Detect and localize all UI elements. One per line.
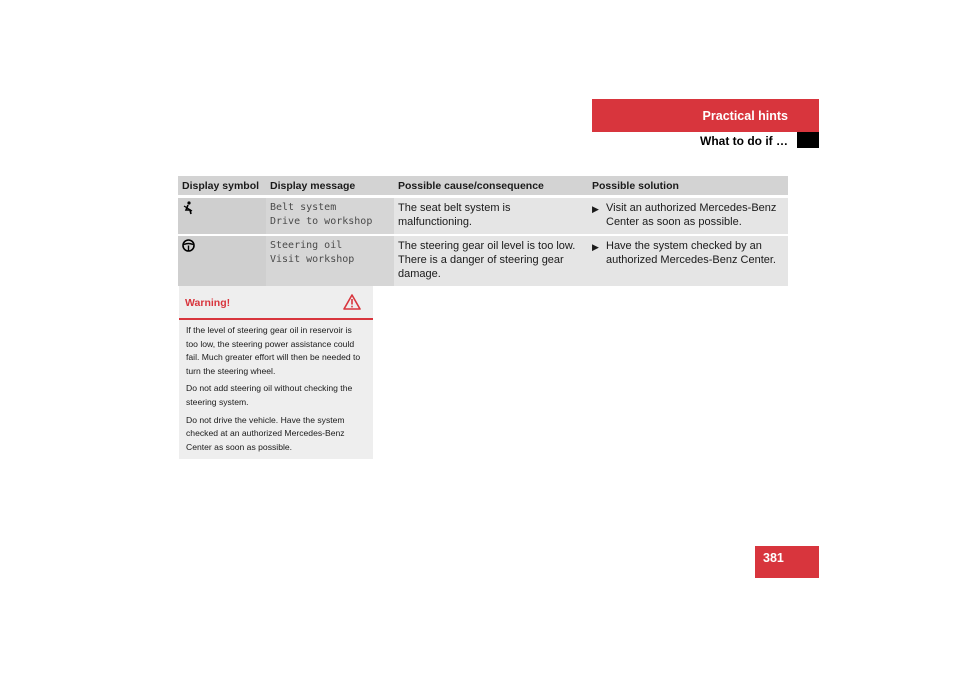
- warning-title: Warning!: [185, 297, 231, 309]
- warning-paragraph: Do not add steering oil without checking the steering system.: [186, 383, 353, 407]
- bullet-arrow-icon: ▶: [592, 204, 599, 214]
- column-header-solution: Possible solution: [588, 176, 788, 196]
- table-row: [178, 196, 788, 234]
- column-header-symbol: Display symbol: [178, 176, 266, 196]
- warning-paragraph: Do not drive the vehicle. Have the system checked at an authorized Mercedes-Benz Center as soon as possible.: [186, 414, 345, 452]
- solution-cell: [588, 196, 788, 234]
- message-cell: [266, 234, 394, 286]
- bullet-arrow-icon: ▶: [592, 242, 599, 252]
- message-line: Steering oil: [270, 240, 343, 251]
- page-number: 381: [755, 546, 819, 578]
- warning-body: [179, 320, 373, 454]
- column-header-cause: Possible cause/consequence: [394, 176, 588, 196]
- section-title: Practical hints: [702, 108, 788, 123]
- message-cell: [266, 196, 394, 234]
- message-line: Visit workshop: [270, 254, 355, 265]
- warning-box: [179, 286, 373, 459]
- table-row: [178, 234, 788, 286]
- solution-text: Have the system checked by an authorized Mercedes-Benz Center.: [606, 240, 776, 266]
- solution-cell: [588, 234, 788, 286]
- solution-text: Visit an authorized Mercedes-Benz Center as soon as possible.: [606, 202, 777, 228]
- warning-header: [179, 286, 373, 320]
- symbol-cell: [178, 234, 266, 286]
- message-line: Drive to workshop: [270, 216, 373, 227]
- table-header-row: [178, 176, 788, 196]
- seat-belt-icon: [182, 201, 202, 218]
- symbol-cell: [178, 196, 266, 234]
- cause-cell: The steering gear oil level is too low. There is a danger of steering gear damage.: [394, 234, 588, 286]
- display-messages-table: [178, 176, 788, 286]
- header-marker: [797, 132, 819, 148]
- subsection-title: What to do if …: [700, 134, 788, 148]
- column-header-message: Display message: [266, 176, 394, 196]
- warning-triangle-icon: [343, 294, 361, 315]
- warning-paragraph: If the level of steering gear oil in reservoir is too low, the steering power assistance could fail. Much greater effort will then be needed to turn the steering wheel.: [186, 325, 361, 376]
- cause-cell: The seat belt system is malfunctioning.: [394, 196, 588, 234]
- steering-wheel-icon: [182, 239, 202, 255]
- message-line: Belt system: [270, 202, 337, 213]
